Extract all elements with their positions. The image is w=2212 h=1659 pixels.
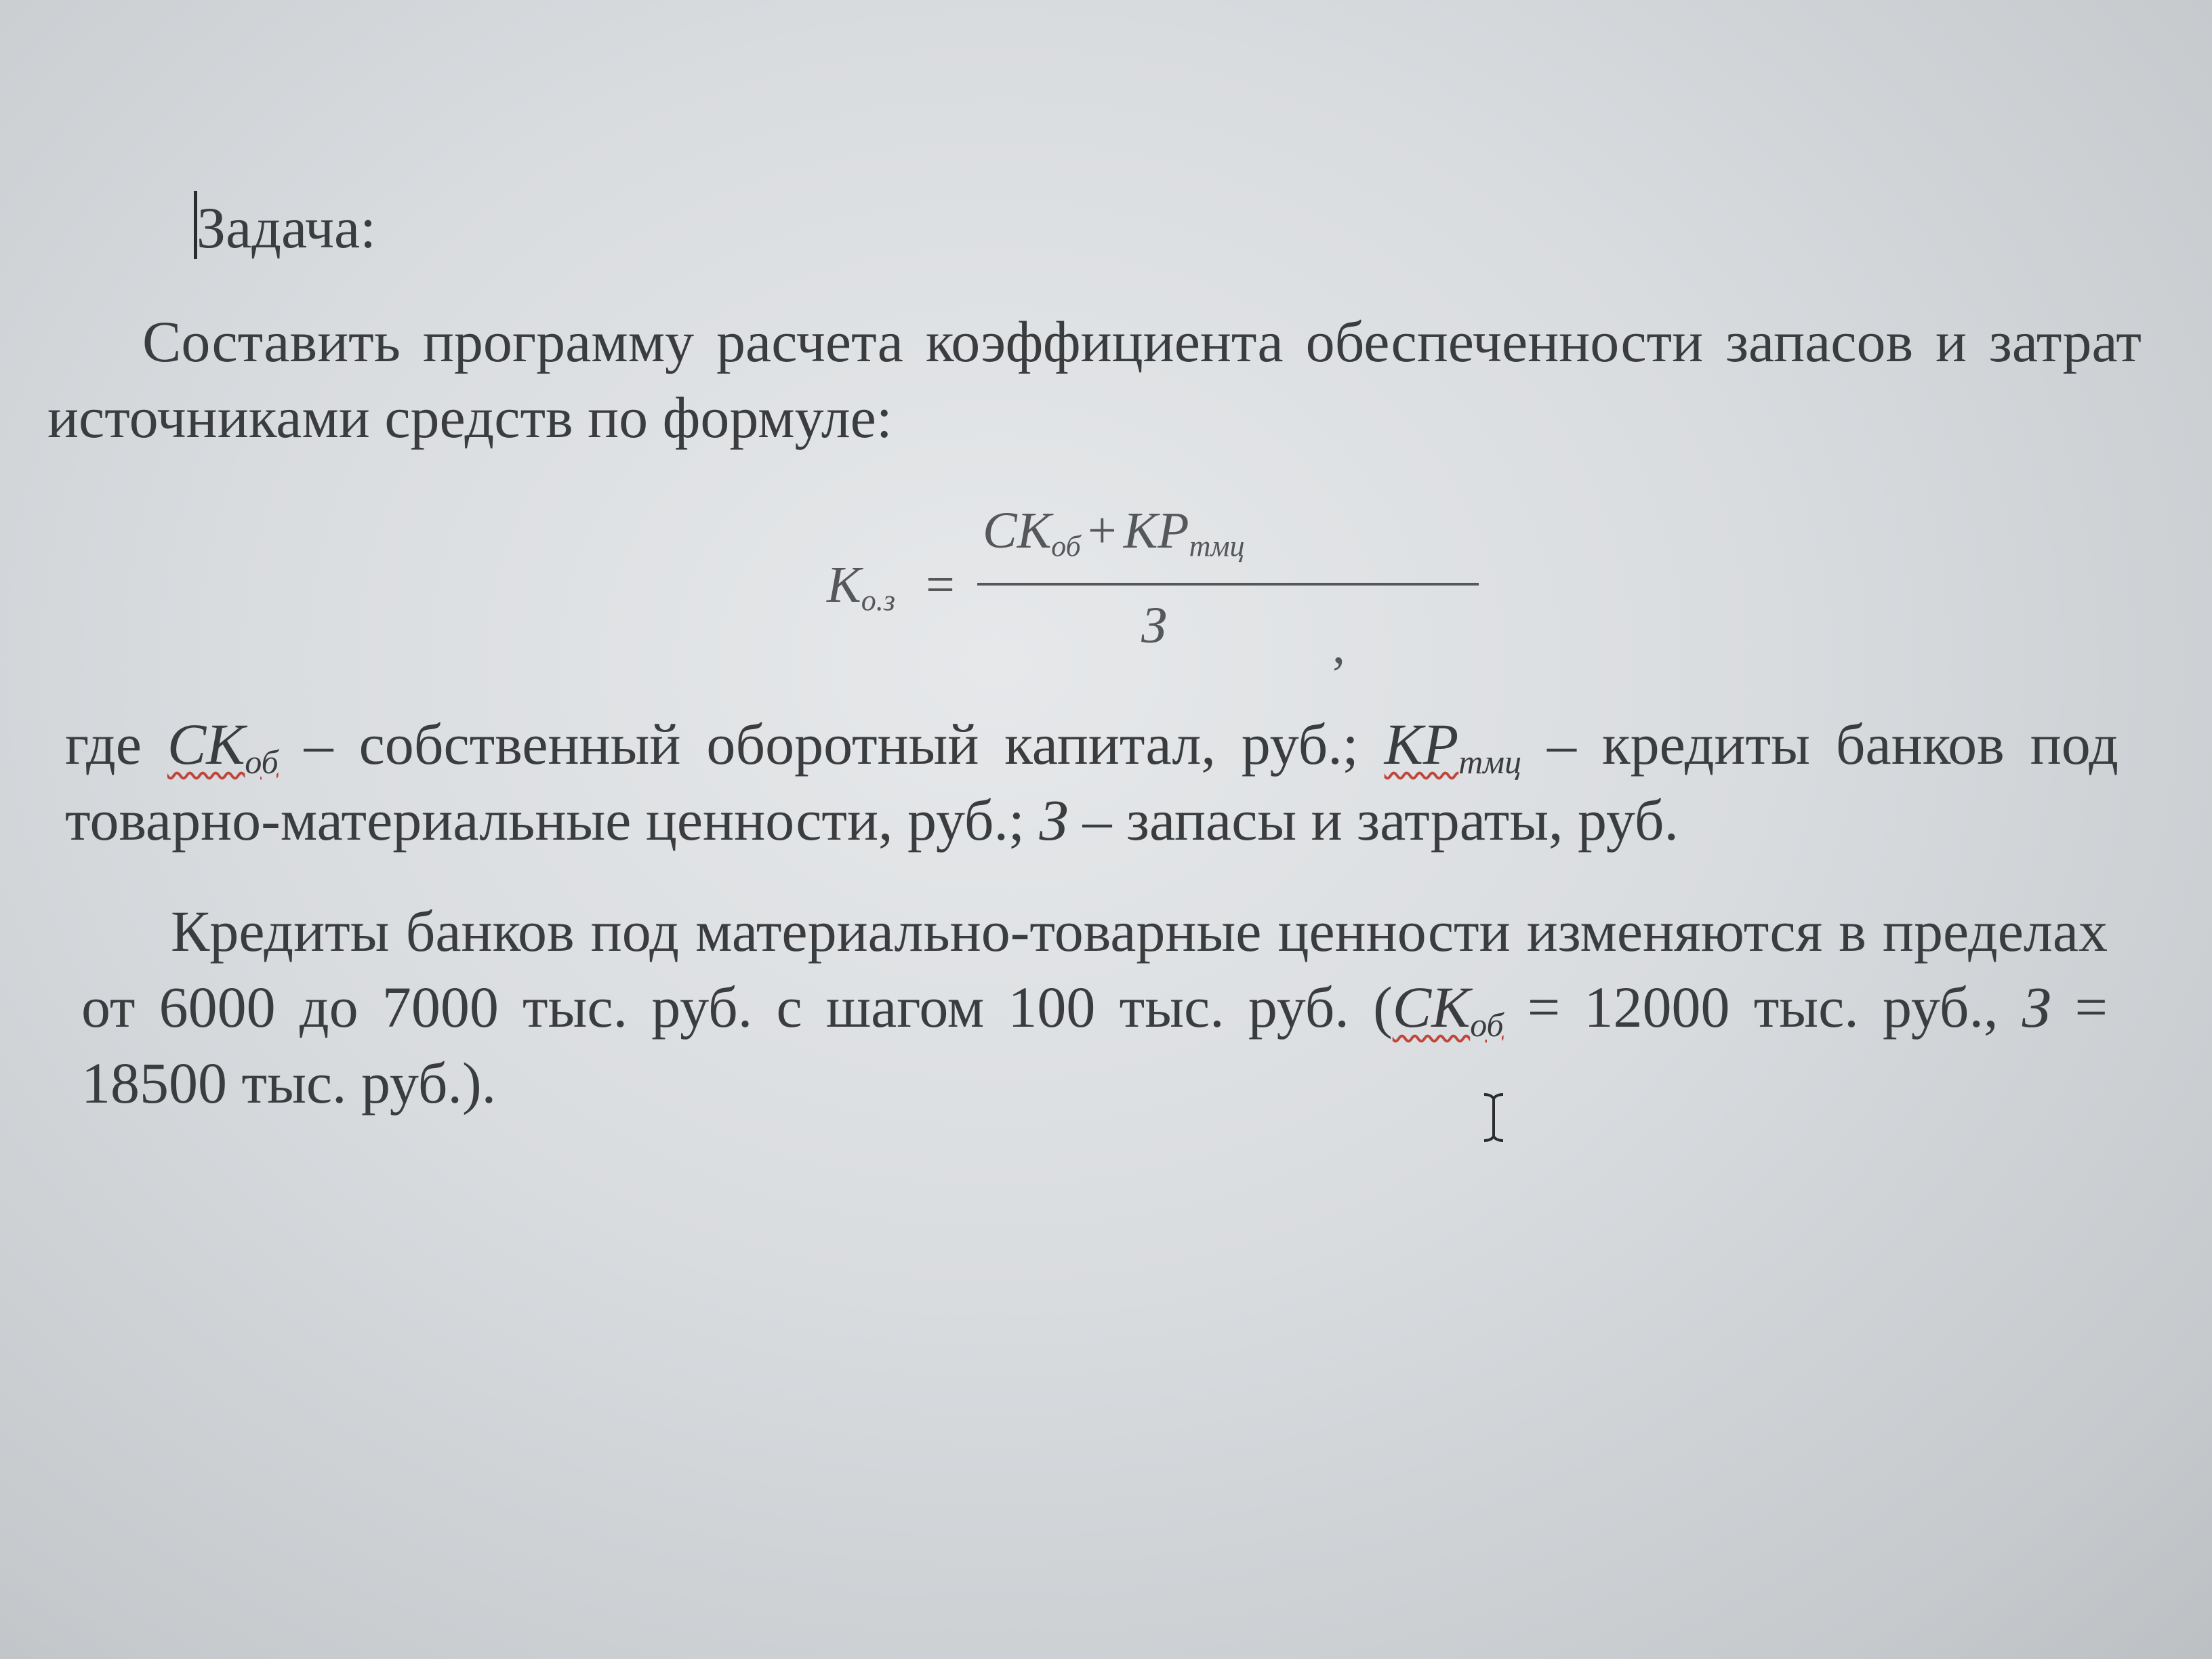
variable-kr-tmc: $КР_{тмц}$ xyxy=(1384,712,1522,781)
formula-equals: = xyxy=(926,556,955,613)
paragraph-parameters: Кредиты банков под материально-товарные ценности изменяются в пределах от 6000 до 7000 тыс. руб. с шагом 100 тыс. руб. ($СК_{об} = 12000$ тыс. руб., З = 18500 тыс. руб.). xyxy=(81,899,2108,1115)
task-heading: Задача: xyxy=(197,195,377,260)
paragraph-task-statement: Составить программу расчета коэффициента обеспеченности запасов и затрат источниками средств по формуле: xyxy=(47,309,2142,450)
formula-numerator: $СК_{об} + КР_{тмц}$ xyxy=(983,502,1245,563)
variable-sk-ob: $СК_{об}$ xyxy=(167,712,279,781)
variable-z-value: З xyxy=(2022,975,2051,1040)
formula-fraction-bar xyxy=(977,583,1479,586)
variable-z: З xyxy=(1039,787,1068,853)
variable-sk-ob-value: $СК_{об}$ xyxy=(1392,975,1504,1044)
paragraph-variable-definitions: где $СК_{об}$ – собственный оборотный капитал, руб.; $КР_{тмц}$ – кредиты банков под товарно-материальные ценности, руб.; З – запасы и затраты, руб. xyxy=(65,712,2118,853)
formula-denominator: З xyxy=(1141,597,1167,654)
ibeam-cursor-icon xyxy=(1481,1092,1506,1143)
formula xyxy=(827,501,1369,678)
formula-comma: , xyxy=(1332,617,1345,674)
formula-lhs: $K_{о.з}$ xyxy=(827,556,895,617)
